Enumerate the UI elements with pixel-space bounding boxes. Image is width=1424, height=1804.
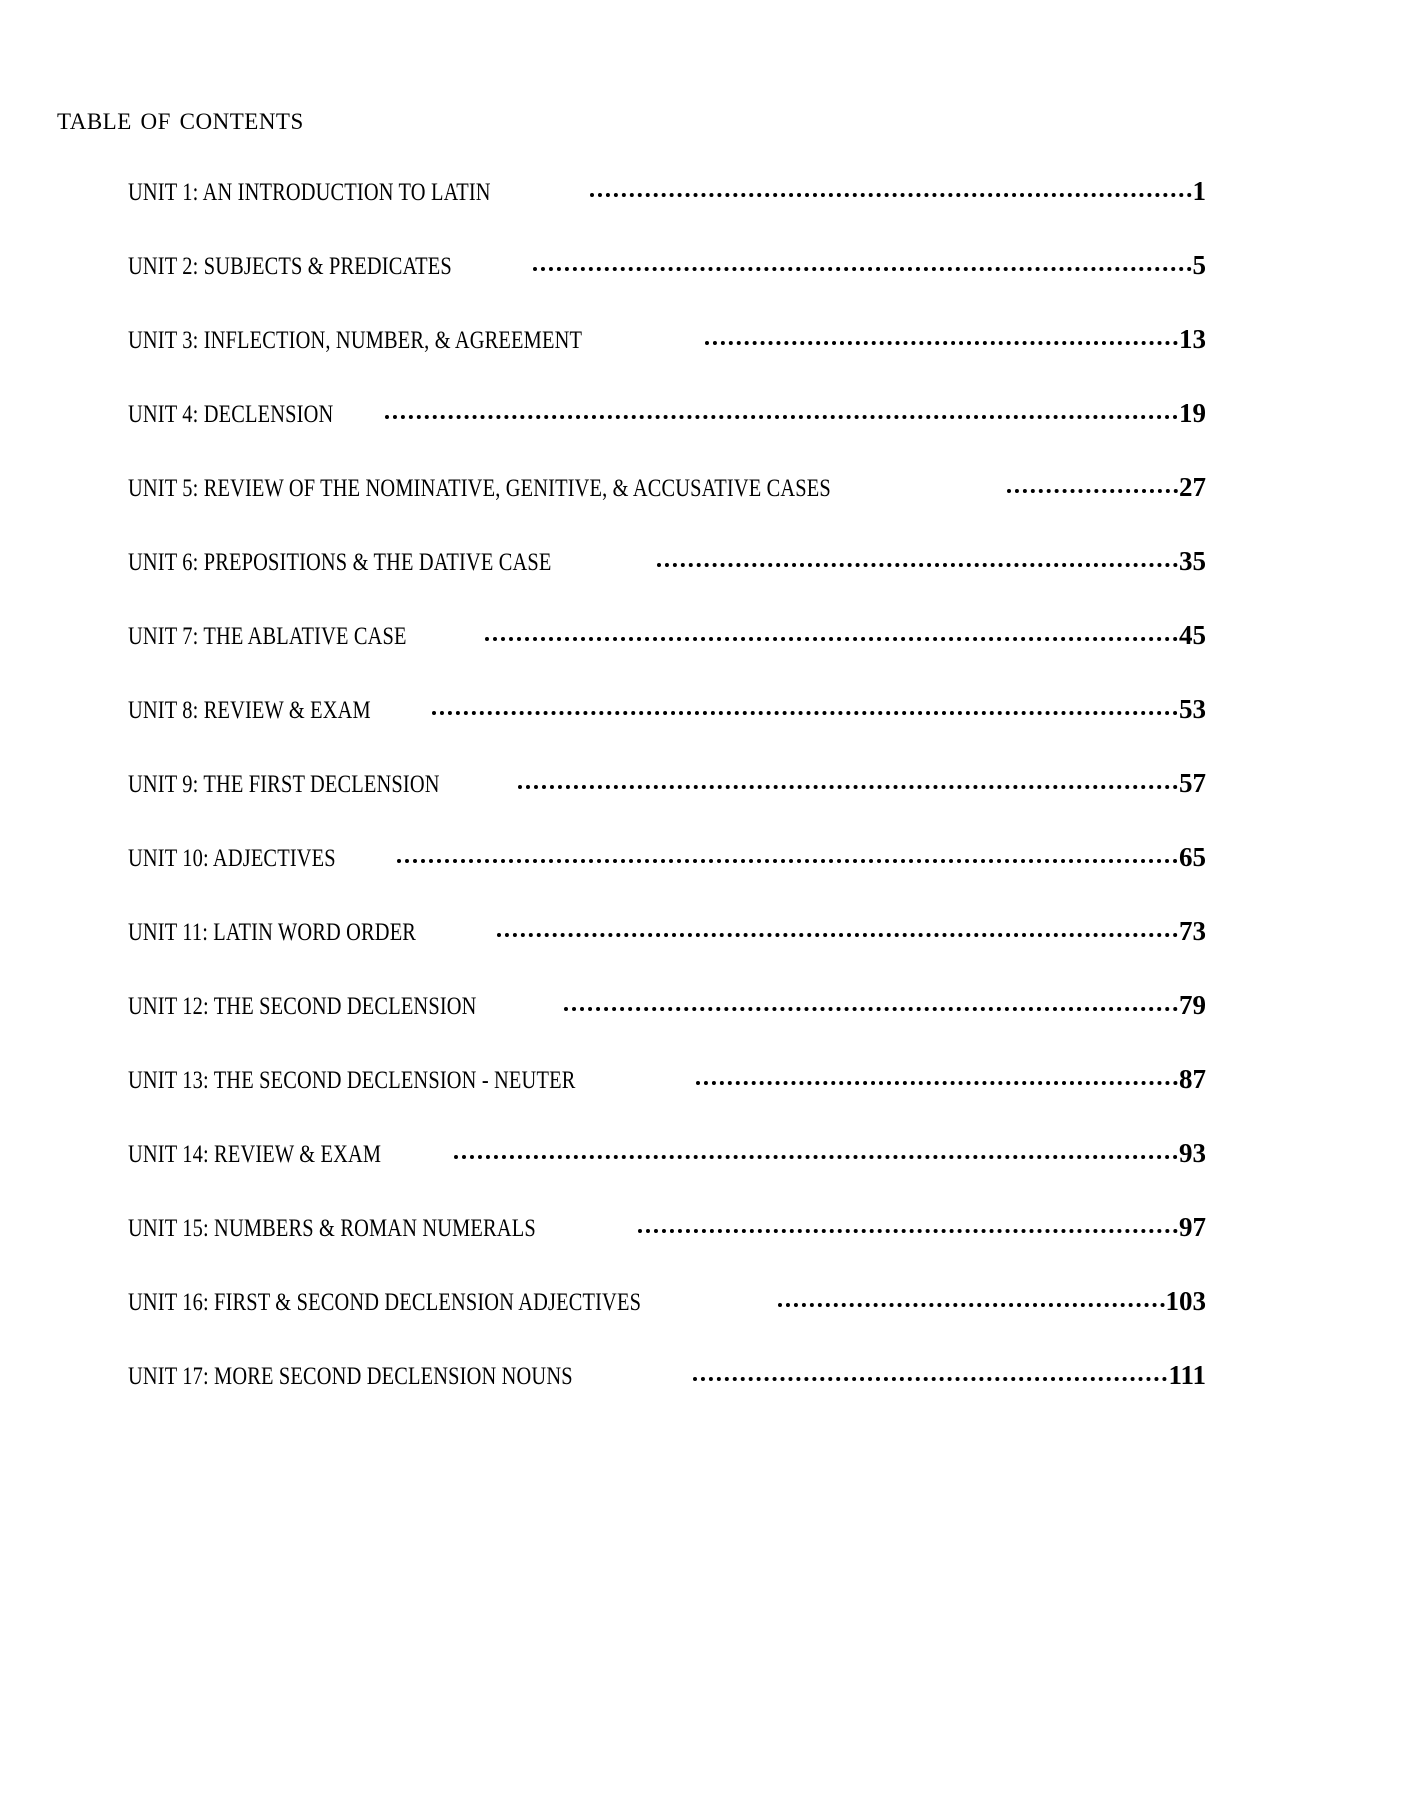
toc-entry-page-number: 57 bbox=[1179, 768, 1206, 798]
toc-entry-label: UNIT 4: DECLENSION bbox=[128, 399, 334, 428]
toc-entry-label: UNIT 8: REVIEW & EXAM bbox=[128, 695, 371, 724]
toc-leader-dots bbox=[693, 1368, 1168, 1384]
toc-entry[interactable] bbox=[128, 1212, 1206, 1286]
page-title: table of contents bbox=[57, 101, 304, 137]
toc-entry-page-number: 5 bbox=[1192, 250, 1206, 280]
toc-leader-dots bbox=[533, 258, 1192, 274]
toc-entry[interactable] bbox=[128, 1360, 1206, 1434]
toc-entry-page-number: 111 bbox=[1168, 1360, 1206, 1390]
toc-entry[interactable] bbox=[128, 398, 1206, 472]
toc-entry-label: UNIT 5: REVIEW OF THE NOMINATIVE, GENITIVE, & ACCUSATIVE CASES bbox=[128, 473, 831, 502]
toc-entry-label: UNIT 13: THE SECOND DECLENSION - NEUTER bbox=[128, 1065, 576, 1094]
toc-entry-label: UNIT 11: LATIN WORD ORDER bbox=[128, 917, 417, 946]
toc-entry[interactable] bbox=[128, 546, 1206, 620]
toc-entry-page-number: 45 bbox=[1179, 620, 1206, 650]
toc-entry[interactable] bbox=[128, 1286, 1206, 1360]
toc-entry-page-number: 1 bbox=[1192, 176, 1206, 206]
toc-entry[interactable] bbox=[128, 1064, 1206, 1138]
toc-entry-label: UNIT 17: MORE SECOND DECLENSION NOUNS bbox=[128, 1361, 573, 1390]
toc-entry[interactable] bbox=[128, 1138, 1206, 1212]
toc-leader-dots bbox=[385, 406, 1178, 422]
toc-leader-dots bbox=[705, 332, 1178, 348]
toc-leader-dots bbox=[397, 850, 1178, 866]
toc-entry-label: UNIT 9: THE FIRST DECLENSION bbox=[128, 769, 440, 798]
toc-leader-dots bbox=[432, 702, 1178, 718]
toc-leader-dots bbox=[564, 998, 1178, 1014]
toc-entry-page-number: 65 bbox=[1179, 842, 1206, 872]
toc-entry[interactable] bbox=[128, 694, 1206, 768]
toc-entry-label: UNIT 15: NUMBERS & ROMAN NUMERALS bbox=[128, 1213, 536, 1242]
toc-entry[interactable] bbox=[128, 916, 1206, 990]
toc-entry-label: UNIT 16: FIRST & SECOND DECLENSION ADJECTIVES bbox=[128, 1287, 642, 1316]
toc-entry-list bbox=[128, 176, 1206, 1434]
toc-entry-label: UNIT 1: AN INTRODUCTION TO LATIN bbox=[128, 177, 491, 206]
toc-entry-page-number: 73 bbox=[1179, 916, 1206, 946]
toc-entry[interactable] bbox=[128, 842, 1206, 916]
toc-entry[interactable] bbox=[128, 620, 1206, 694]
toc-leader-dots bbox=[518, 776, 1178, 792]
toc-leader-dots bbox=[1007, 480, 1178, 496]
toc-entry-label: UNIT 12: THE SECOND DECLENSION bbox=[128, 991, 477, 1020]
toc-entry-label: UNIT 2: SUBJECTS & PREDICATES bbox=[128, 251, 452, 280]
toc-entry-page-number: 35 bbox=[1179, 546, 1206, 576]
toc-entry[interactable] bbox=[128, 324, 1206, 398]
toc-entry[interactable] bbox=[128, 176, 1206, 250]
toc-entry-page-number: 19 bbox=[1179, 398, 1206, 428]
toc-entry-label: UNIT 7: THE ABLATIVE CASE bbox=[128, 621, 407, 650]
toc-leader-dots bbox=[454, 1146, 1178, 1162]
toc-leader-dots bbox=[638, 1220, 1178, 1236]
toc-entry-label: UNIT 6: PREPOSITIONS & THE DATIVE CASE bbox=[128, 547, 552, 576]
toc-entry[interactable] bbox=[128, 990, 1206, 1064]
toc-entry-page-number: 79 bbox=[1179, 990, 1206, 1020]
toc-entry[interactable] bbox=[128, 472, 1206, 546]
toc-entry-page-number: 97 bbox=[1179, 1212, 1206, 1242]
toc-leader-dots bbox=[778, 1294, 1164, 1310]
toc-leader-dots bbox=[657, 554, 1178, 570]
toc-entry[interactable] bbox=[128, 250, 1206, 324]
toc-entry-page-number: 87 bbox=[1179, 1064, 1206, 1094]
toc-entry[interactable] bbox=[128, 768, 1206, 842]
toc-leader-dots bbox=[590, 184, 1191, 200]
toc-entry-page-number: 53 bbox=[1179, 694, 1206, 724]
toc-leader-dots bbox=[696, 1072, 1178, 1088]
toc-entry-page-number: 13 bbox=[1179, 324, 1206, 354]
toc-entry-label: UNIT 10: ADJECTIVES bbox=[128, 843, 336, 872]
toc-entry-page-number: 93 bbox=[1179, 1138, 1206, 1168]
toc-leader-dots bbox=[485, 628, 1178, 644]
toc-leader-dots bbox=[497, 924, 1178, 940]
toc-entry-label: UNIT 14: REVIEW & EXAM bbox=[128, 1139, 382, 1168]
toc-entry-label: UNIT 3: INFLECTION, NUMBER, & AGREEMENT bbox=[128, 325, 583, 354]
toc-entry-page-number: 103 bbox=[1165, 1286, 1206, 1316]
toc-entry-page-number: 27 bbox=[1179, 472, 1206, 502]
